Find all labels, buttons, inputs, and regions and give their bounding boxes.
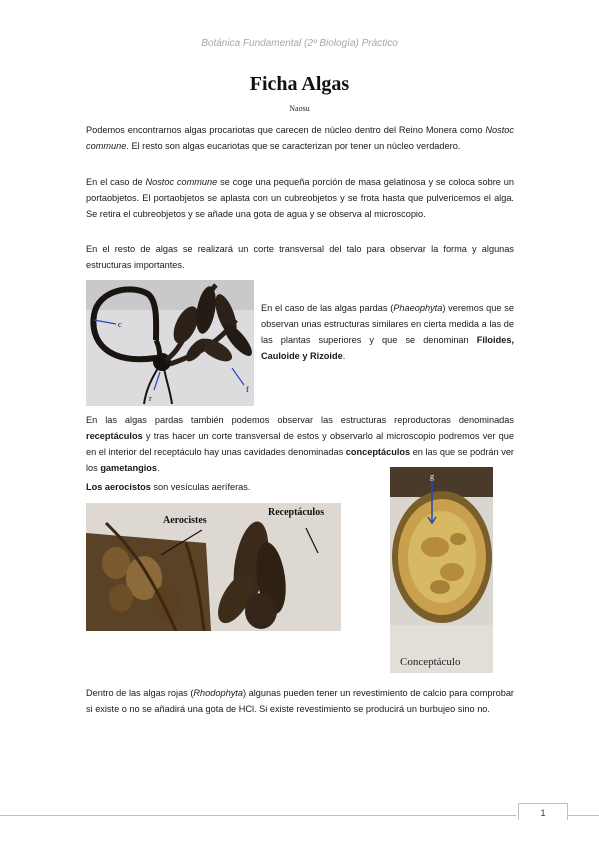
conceptacle-caption: Conceptáculo (400, 656, 461, 668)
document-title: Ficha Algas (249, 73, 350, 95)
figure1-label-f: f (246, 385, 249, 394)
author: Naosu (289, 104, 310, 113)
aerocysts-label: Aerocistes (163, 515, 207, 526)
paragraph-6: Los aerocistos son vesículas aeríferas. (86, 482, 251, 492)
footer-rule (0, 815, 516, 816)
receptacles-label: Receptáculos (268, 507, 325, 518)
running-header: Botánica Fundamental (2º Biología) Práctico (201, 38, 398, 49)
figure3-label-g: g (430, 472, 434, 481)
paragraph-4: En el caso de las algas pardas (Phaeophyta) veremos que se observan unas estructuras similares en cierta medida a las de las plantas superiores y que se denominan Filoides, Cauloide y Rizoide. (261, 303, 514, 361)
figure1-label-c: c (118, 320, 122, 329)
paragraph-2: En el caso de Nostoc commune se coge una pequeña porción de masa gelatinosa y se coloca sobre un portaobjetos. El portaobjetos se aplasta con un cubreobjetos y se frota hasta que pulvericemos el alga. Se retira el cubreobjetos y se añade una gota de agua y se observa al microscopio. (86, 177, 514, 219)
brown-alga-photo (86, 280, 254, 406)
conceptacle-photo (390, 467, 493, 673)
paragraph-1: Podemos encontrarnos algas procariotas que carecen de núcleo dentro del Reino Monera como Nostoc commune. El resto son algas eucariotas que se caracterizan por tener un núcleo verdadero. (86, 125, 514, 151)
footer-rule-right (568, 815, 599, 816)
aerocysts-receptacles-photo (86, 503, 341, 631)
paragraph-3: En el resto de algas se realizará un corte transversal del talo para observar la forma y algunas estructuras importantes. (86, 244, 514, 270)
figure1-label-r: r (149, 394, 152, 403)
paragraph-5: En las algas pardas también podemos observar las estructuras reproductoras denominadas receptáculos y tras hacer un corte transversal de estos y observarlo al microscopio podremos ver que en el interior del receptáculo hay unas cavidades denominadas conceptáculos en las que se podrán ver los gametangios. (86, 415, 514, 473)
paragraph-7: Dentro de las algas rojas (Rhodophyta) algunas pueden tener un revestimiento de calcio para comprobar si existe o no se añadirá una gota de HCl. Si existe revestimiento se producirá un burbujeo sino no. (86, 688, 514, 714)
page-number: 1 (518, 803, 568, 820)
